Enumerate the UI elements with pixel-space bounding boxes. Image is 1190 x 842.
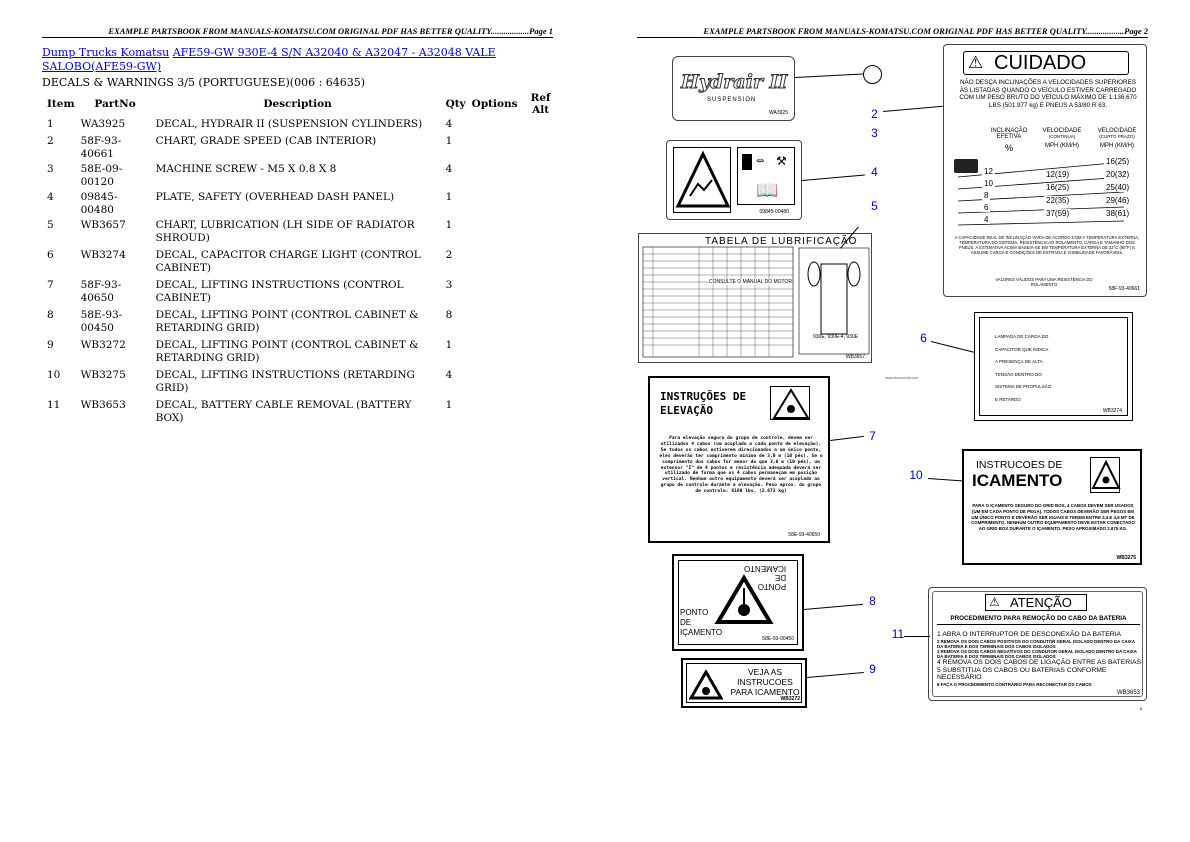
lift9-line: VEJA AS: [747, 667, 783, 677]
options-cell: [469, 134, 521, 162]
decal-icamento: [962, 449, 1142, 565]
ref-alt-cell: [521, 398, 561, 426]
breadcrumb-link-dump-trucks[interactable]: Dump Trucks Komatsu: [42, 46, 170, 59]
item-cell: 6: [47, 249, 54, 261]
page-header: EXAMPLE PARTSBOOK FROM MANUALS-KOMATSU.COM ORIGINAL PDF HAS BETTER QUALITY..................Page 1: [108, 26, 553, 36]
battery-subtitle: PROCEDIMENTO PARA REMOÇÃO DO CABO DA BATERIA: [937, 615, 1140, 625]
qty-cell: 8: [445, 309, 453, 321]
table-row: [44, 117, 561, 134]
short-speed: 38(61): [1106, 209, 1130, 218]
battery-step: 4 REMOVA OS DOIS CABOS DE LIGAÇÃO ENTRE AS BATERIAS: [937, 659, 1142, 667]
safety-triangle-box: [673, 147, 731, 213]
col-partno: PartNo: [94, 98, 136, 110]
battery-step: 5 SUBSTITUA OS CABOS OU BATERIAS CONFORME NECESSÁRIO: [937, 666, 1107, 682]
description-cell: DECAL, LIFTING INSTRUCTIONS (CONTROL CABINET): [155, 279, 404, 304]
ref-alt-cell: [521, 308, 561, 338]
cont-header: [1036, 128, 1088, 149]
col-description: Description: [263, 98, 332, 110]
lift8-ponto: PONTO: [680, 608, 709, 617]
short-speed: 16(25): [1106, 157, 1130, 166]
partno-cell: 58E-09-00120: [80, 163, 123, 188]
battery-step: 2 REMOVA OS DOIS CABOS POSITIVOS DO CONDUTOR GERAL ISOLADO DENTRO DA CAIXA DA BATERIA E DOS TERMINAIS DOS CABOS ISOLADOS: [937, 638, 1135, 649]
capacitor-line: SISTEMA DE PROPULSÃO: [995, 384, 1052, 389]
battery-code: WB3653: [1116, 690, 1140, 696]
warning-icon: ⚠: [968, 53, 984, 73]
arrow-icon: ⇔: [756, 156, 765, 167]
partno-cell: 58E-93-00450: [80, 309, 123, 334]
continuous-speed: 22(35): [1046, 196, 1070, 205]
ref-alt-cell: [521, 248, 561, 278]
col-qty: Qty: [445, 98, 466, 110]
ref-alt-cell: [521, 218, 561, 248]
battery-step: 3 REMOVA OS DOIS CABOS NEGATIVOS DO CONDUTOR GERAL ISOLADO DENTRO DA CAIXA DA BATERIA E DOS TERMINAIS DOS CABOS ISOLADOS: [937, 648, 1137, 660]
breadcrumb: [42, 46, 547, 74]
leader-9: [807, 672, 864, 678]
callout-3[interactable]: 3: [871, 126, 878, 140]
decal-battery: [928, 587, 1147, 701]
description-cell: PLATE, SAFETY (OVERHEAD DASH PANEL): [155, 191, 395, 203]
exit-icon: [742, 154, 752, 170]
description-cell: DECAL, BATTERY CABLE REMOVAL (BATTERY BOX): [155, 399, 412, 424]
qty-cell: 1: [445, 191, 453, 203]
item-cell: 4: [47, 191, 54, 203]
capacitor-text: [995, 331, 1051, 406]
partno-cell: 09845-00480: [80, 191, 118, 216]
grade-header: [988, 128, 1030, 153]
lift10-code: WB3275: [1116, 555, 1136, 561]
hydrair-logo: Hydrair II: [681, 71, 788, 93]
page-header-2: EXAMPLE PARTSBOOK FROM MANUALS-KOMATSU.COM ORIGINAL PDF HAS BETTER QUALITY..................Page 2: [703, 26, 1148, 36]
col-item: Item: [47, 98, 75, 110]
decal-veja: [681, 658, 807, 708]
watermark: www.ubcaomnts.com: [885, 376, 919, 380]
options-cell: [469, 308, 521, 338]
safety-code: 09845-00480: [759, 209, 789, 215]
lift8-warning-icon: [714, 574, 774, 626]
partno-cell: WB3272: [80, 339, 126, 351]
cuidado-note: A CAPACIDADE REAL DE INCLINAÇÃO VARIA DE ACORDO COM A TEMPERATURA EXTERNA, TEMPERATURA DO SISTEMA, RESISTÊNCIA AO ROLAMENTO, CARGA E TAMANHO DOS PNEUS. A ESTIMATIVA ACIMA BASEIA-SE EM TEMPERATURA EXTERNA DE 32°C (90°F) E ASSUME CARGA E CONDIÇÕES DE ESTRADA E VISIBILIDADE FAVORÁVEIS.: [954, 235, 1140, 255]
table-row: [44, 218, 561, 248]
grade-value: 12: [984, 167, 993, 176]
battery-step: 6 FAÇA O PROCEDIMENTO CONTRÁRIO PARA RECONECTAR OS CABOS: [937, 681, 1092, 687]
short-speed: 20(32): [1106, 170, 1130, 179]
options-cell: [469, 218, 521, 248]
callout-2[interactable]: 2: [871, 107, 878, 121]
callout-5[interactable]: 5: [871, 199, 878, 213]
hydrair-code: WA3925: [769, 110, 788, 116]
grade-value: 8: [984, 191, 989, 200]
callout-1[interactable]: [863, 65, 882, 84]
decal-safety-plate: [666, 140, 802, 220]
leader-10: [928, 478, 964, 482]
operator-icon: ⚒: [776, 154, 787, 168]
lift9-code: WB3272: [780, 696, 800, 702]
lift9-warning-icon: [689, 670, 723, 700]
grade-label: INCLINAÇÃO EFETIVA: [990, 128, 1028, 140]
qty-cell: 1: [445, 339, 453, 351]
lift8-mirror-icamento: ICAMENTO: [744, 564, 787, 573]
lube-grid: [639, 234, 872, 363]
short-header: [1090, 128, 1144, 149]
item-cell: 1: [47, 118, 54, 130]
battery-title: ATENÇÃO: [1010, 595, 1072, 610]
description-cell: CHART, GRADE SPEED (CAB INTERIOR): [155, 135, 377, 147]
table-row: [44, 368, 561, 398]
callout-9[interactable]: 9: [869, 662, 876, 676]
grade-value: 10: [984, 179, 993, 188]
description-cell: MACHINE SCREW - M5 X 0.8 X 8: [155, 163, 337, 175]
qty-cell: 1: [445, 219, 453, 231]
lift-warning-icon: [770, 386, 810, 420]
header-rule-2: [637, 37, 1148, 38]
battery-banner: [985, 594, 1087, 611]
table-row: [44, 134, 561, 162]
cuidado-title: CUIDADO: [994, 52, 1087, 74]
ref-alt-cell: [521, 338, 561, 368]
description-cell: CHART, LUBRICATION (LH SIDE OF RADIATOR SHROUD): [155, 219, 415, 244]
lift10-title2: ICAMENTO: [972, 471, 1063, 490]
ref-alt-cell: [521, 190, 561, 218]
lube-model: 930E, 930E-4, 930E: [813, 334, 859, 340]
description-cell: DECAL, LIFTING INSTRUCTIONS (RETARDING GRID): [155, 369, 415, 394]
item-cell: 8: [47, 309, 54, 321]
item-cell: 9: [47, 339, 54, 351]
callout-10[interactable]: 10: [909, 468, 923, 482]
page-mark: 6: [1140, 706, 1143, 711]
lift8-de: DE: [680, 618, 692, 627]
cuidado-code: 58F-93-40661: [1108, 286, 1140, 292]
description-cell: DECAL, LIFTING POINT (CONTROL CABINET & RETARDING GRID): [155, 339, 419, 364]
table-row: [44, 338, 561, 368]
battery-steps: [937, 631, 1142, 687]
item-cell: 2: [47, 135, 54, 147]
lube-mid-text: CONSULTE O MANUAL DO MOTOR: [709, 279, 792, 285]
description-cell: DECAL, HYDRAIR II (SUSPENSION CYLINDERS): [155, 118, 423, 130]
partno-cell: WB3653: [80, 399, 126, 411]
grade-value: 4: [984, 215, 989, 224]
lift7-code: 58E-93-40650: [788, 532, 820, 538]
capacitor-line: LAMPADA DE CARGA DO: [995, 334, 1049, 339]
qty-cell: 3: [445, 279, 453, 291]
continuous-speed: 12(19): [1046, 170, 1070, 179]
lift8-mirror-ponto: PONTO: [757, 582, 787, 591]
options-cell: [469, 162, 521, 190]
cuidado-valid: VALORES VÁLIDOS PARA UMA RESISTÊNCIA DO ROLAMENTO: [995, 277, 1093, 287]
description-cell: DECAL, CAPACITOR CHARGE LIGHT (CONTROL CABINET): [155, 249, 421, 274]
parts-table: [44, 91, 561, 426]
hazard-triangle-icon: [674, 148, 732, 214]
ref-alt-cell: [521, 368, 561, 398]
leader-6: [931, 341, 975, 353]
callout-8[interactable]: 8: [869, 594, 876, 608]
options-cell: [469, 190, 521, 218]
lift7-title: INSTRUÇÕES DE ELEVAÇÃO: [660, 390, 747, 417]
safety-symbols-box: [737, 147, 795, 205]
options-cell: [469, 338, 521, 368]
table-row: [44, 248, 561, 278]
decal-hydrair: [672, 56, 795, 121]
lift10-text: PARA O IÇAMENTO SEGURO DO GRID BOX, 4 CABOS DEVEM SER USADOS (UM EM CADA PONTO DE PEGA). TODOS CABOS DEVERÃO SER PEGOS EM UM ÚNICO PONTO E DEVERÃO SER IGUAIS E TEREM ENTRE 2,4 E 4,5 MT DE COMPRIMENTO. NENHUM OUTRO EQUIPAMENTO DEVE ESTAR CONECTADO AO GRID BOX DURANTE O IÇAMENTO. PESO APROXIMADO 2.675 KG.: [971, 503, 1135, 532]
short-speed: 25(40): [1106, 183, 1130, 192]
partno-cell: 58F-93-40661: [80, 135, 122, 160]
decal-cuidado: [943, 44, 1147, 297]
table-row: [44, 398, 561, 426]
callout-6[interactable]: 6: [920, 331, 927, 345]
continuous-speed: 37(59): [1046, 209, 1070, 218]
partno-cell: 58F-93-40650: [80, 279, 122, 304]
leader-2: [883, 106, 943, 112]
table-row: [44, 162, 561, 190]
item-cell: 3: [47, 163, 54, 175]
options-cell: [469, 278, 521, 308]
options-cell: [469, 398, 521, 426]
options-cell: [469, 248, 521, 278]
col-options: Options: [471, 98, 518, 110]
lube-code: WB3657: [845, 354, 865, 360]
leader-8: [804, 604, 863, 610]
lift7-text: Para elevação segura do grupo de controle, devem ser utilizados 4 cabos (um acoplado a cada ponto de elevação). Se todos os cabos estiverem direcionados a um único ponto, eles deverão ter comprimento mínimo de 3,0 m (10 pés). Se o comprimento dos cabos for menor do que 3,0 m (10 pés), um extensor "I" de 4 pontos e resistência adequada deverá ser utilizado de forma que os 4 cabos permaneçam em posição vertical. Nenhum outro equipamento deverá ser acoplado ao grupo de controle durante a elevação. Peso aprox. do grupo de controle: 6160 lbs. (2.673 kg): [659, 436, 823, 495]
col-ref-alt: [521, 91, 561, 117]
table-row: [44, 308, 561, 338]
qty-cell: 1: [445, 135, 453, 147]
ref-alt-cell: [521, 134, 561, 162]
col-alt: Alt: [532, 104, 550, 116]
battery-warning-icon: ⚠: [989, 595, 1000, 609]
short-sub: (CURTO PRAZO): [1099, 134, 1135, 139]
capacitor-line: TENSÃO DENTRO DO: [995, 371, 1042, 377]
capacitor-line: CAPACITOR QUE INDICA: [995, 346, 1049, 352]
table-row: [44, 190, 561, 218]
callout-11[interactable]: 11: [891, 627, 905, 641]
lift8-mirror-de: DE: [774, 573, 787, 582]
options-cell: [469, 368, 521, 398]
item-cell: 7: [47, 279, 54, 291]
leader-4: [802, 175, 865, 181]
lift9-line: PARA ICAMENTO: [730, 687, 800, 697]
ref-alt-cell: [521, 162, 561, 190]
lift9-line: INSTRUCOES: [737, 677, 793, 687]
qty-cell: 1: [445, 399, 453, 411]
partno-cell: WB3657: [80, 219, 126, 231]
partno-cell: WA3925: [80, 118, 126, 130]
capacitor-line: A PRESENÇA DE ALTA: [995, 359, 1043, 364]
partno-cell: WB3274: [80, 249, 126, 261]
battery-step: 1 ABRA O INTERRUPTOR DE DESCONEXÃO DA BATERIA: [937, 631, 1122, 638]
capacitor-code: WB3274: [1102, 408, 1122, 414]
cont-sub: (CONTÍNUA): [1048, 134, 1076, 139]
header-rule: [42, 37, 553, 38]
continuous-speed: 16(25): [1046, 183, 1070, 192]
grade-value: 6: [984, 203, 989, 212]
leader-1: [795, 73, 863, 78]
capacitor-line: E RETARDO: [995, 396, 1021, 402]
partno-cell: WB3275: [80, 369, 126, 381]
qty-cell: 2: [445, 249, 453, 261]
lift10-warning-icon: [1090, 457, 1120, 493]
lift8-code: 58E-93-00450: [762, 636, 794, 642]
lift9-text: [725, 667, 805, 697]
lift8-text: [680, 608, 722, 638]
qty-cell: 4: [445, 369, 453, 381]
cuidado-banner: [963, 51, 1129, 75]
short-unit: MPH (KM/H): [1100, 143, 1134, 149]
grade-values: [944, 157, 1147, 237]
section-title: DECALS & WARNINGS 3/5 (PORTUGUESE)(006 : 64635): [42, 76, 366, 89]
decal-lifting-point: [672, 554, 804, 651]
grade-unit: %: [1004, 143, 1013, 153]
item-cell: 10: [47, 369, 61, 381]
lube-title: TABELA DE LUBRIFICAÇÃO: [705, 236, 858, 247]
cont-unit: MPH (KM/H): [1045, 143, 1079, 149]
lift8-icamento: IÇAMENTO: [680, 628, 723, 637]
callout-7[interactable]: 7: [869, 429, 876, 443]
item-cell: 11: [47, 399, 61, 411]
decal-lift-instructions: [648, 376, 830, 543]
hydrair-sub: SUSPENSION: [707, 97, 757, 103]
options-cell: [469, 117, 521, 134]
ref-alt-cell: [521, 117, 561, 134]
decal-lubrication: [638, 233, 872, 363]
manual-icon: 📖: [756, 180, 779, 201]
table-row: [44, 278, 561, 308]
leader-7: [830, 436, 864, 441]
cuidado-intro: NÃO DESÇA INCLINAÇÕES A VELOCIDADES SUPERIORES ÀS LISTADAS QUANDO O VEÍCULO ESTIVER CARREGADO COM UM PESO BRUTO DO VEÍCULO MÁXIMO DE 1.136.670 LBS (501.977 kg) E PNEUS A 53/80 R 63.: [959, 79, 1137, 109]
page-2: [595, 0, 1190, 842]
short-speed: 29(46): [1106, 196, 1130, 205]
col-ref: Ref: [530, 92, 551, 104]
item-cell: 5: [47, 219, 54, 231]
ref-alt-cell: [521, 278, 561, 308]
qty-cell: 4: [445, 163, 453, 175]
callout-4[interactable]: 4: [871, 165, 878, 179]
qty-cell: 4: [445, 118, 453, 130]
lift10-title1: INSTRUCOES DE: [976, 459, 1063, 471]
short-label: VELOCIDADE: [1097, 128, 1137, 134]
description-cell: DECAL, LIFTING POINT (CONTROL CABINET & RETARDING GRID): [155, 309, 419, 334]
cont-label: VELOCIDADE: [1042, 128, 1082, 134]
decal-capacitor: [974, 312, 1133, 421]
breadcrumb-link-model[interactable]: AFE59-GW 930E-4 S/N A32040 & A32047 - A32048 VALE SALOBO(AFE59-GW): [42, 46, 496, 73]
